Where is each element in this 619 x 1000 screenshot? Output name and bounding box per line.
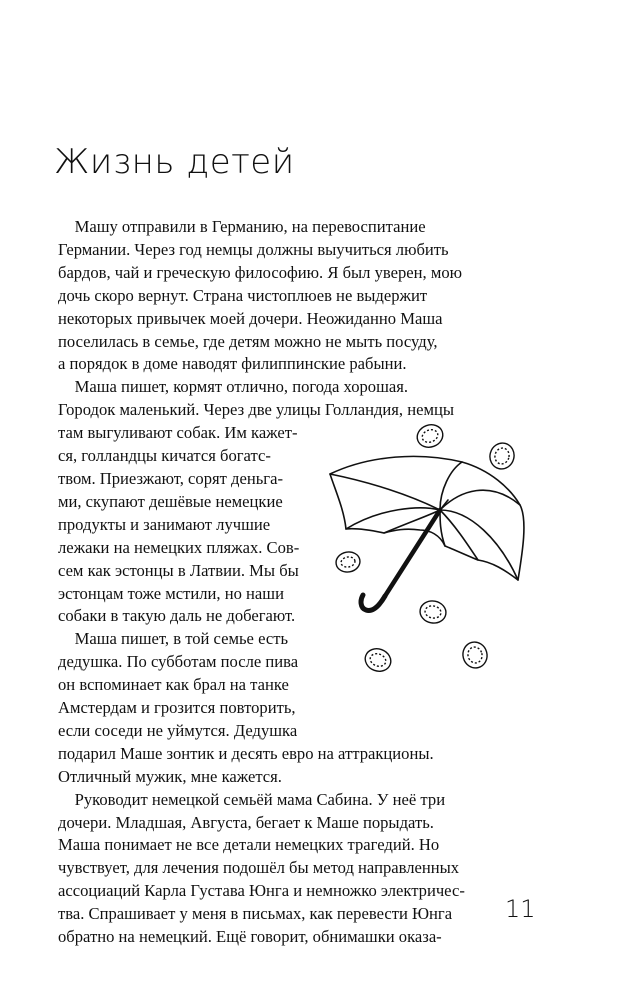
text-line: подарил Маше зонтик и десять евро на аттракционы.: [58, 743, 434, 763]
text-line: Маша пишет, кормят отлично, погода хорошая.: [58, 377, 409, 397]
page-number: 11: [505, 895, 536, 923]
coin-icon: [414, 421, 446, 451]
text-line: ассоциаций Карла Густава Юнга и немножко электричес-: [58, 881, 465, 901]
text-line: он вспоминает как брал на танке: [58, 675, 289, 695]
text-line: дедушка. По субботам после пива: [58, 652, 299, 672]
umbrella-rib: [440, 462, 462, 510]
text-line: дочери. Младшая, Августа, бегает к Маше порыдать.: [58, 812, 434, 832]
coin-icon: [418, 599, 447, 625]
text-line: дочь скоро вернут. Страна чистоплюев не выдержит: [58, 285, 428, 305]
text-line: чувствует, для лечения подошёл бы метод направленных: [58, 858, 460, 878]
text-line: собаки в такую даль не добегают.: [58, 606, 296, 626]
text-line: сем как эстонцы в Латвии. Мы бы: [58, 560, 299, 580]
text-line: Амстердам и грозится повторить,: [58, 698, 296, 718]
chapter-title: Жизнь детей: [54, 142, 295, 182]
umbrella-rib: [330, 474, 440, 510]
coin-icon: [460, 639, 490, 670]
text-line: если соседи не уймутся. Дедушка: [58, 720, 298, 740]
coin-icon: [487, 440, 517, 471]
umbrella-rib: [346, 508, 440, 529]
text-line: Машу отправили в Германию, на перевоспитание: [58, 217, 426, 236]
text-line: лежаки на немецких пляжах. Сов-: [58, 537, 300, 557]
text-line: Городок маленький. Через две улицы Голландия, немцы: [58, 400, 454, 420]
text-line: твом. Приезжают, сорят деньга-: [58, 468, 283, 488]
text-line: а порядок в доме наводят филиппинские рабыни.: [58, 354, 407, 374]
coin-icon: [334, 550, 361, 574]
umbrella-rib: [440, 490, 520, 510]
umbrella-handle: [361, 595, 385, 610]
umbrella-shaft: [385, 510, 440, 596]
text-line: поселилась в семье, где детям можно не мыть посуду,: [58, 331, 438, 351]
text-line: Германии. Через год немцы должны выучиться любить: [58, 239, 449, 259]
text-line: там выгуливают собак. Им кажет-: [58, 423, 298, 443]
text-line: Отличный мужик, мне кажется.: [58, 766, 282, 786]
text-line: обратно на немецкий. Ещё говорит, обнимашки оказа-: [58, 927, 442, 947]
text-line: тва. Спрашивает у меня в письмах, как перевести Юнга: [58, 904, 453, 924]
text-line: продукты и занимают лучшие: [58, 514, 271, 534]
text-line: некоторых привычек моей дочери. Неожиданно Маша: [58, 308, 443, 328]
text-line: Руководит немецкой семьёй мама Сабина. У неё три: [58, 789, 446, 809]
text-line: эстонцам тоже мстили, но наши: [58, 583, 284, 603]
text-line: ся, голландцы кичатся богатс-: [58, 446, 271, 466]
coin-icon: [362, 645, 394, 675]
text-line: ми, скупают дешёвые немецкие: [58, 491, 283, 511]
umbrella-rib: [440, 510, 518, 580]
text-line: бардов, чай и греческую философию. Я был уверен, мою: [58, 262, 463, 282]
text-line: Маша понимает не все детали немецких трагедий. Но: [58, 835, 440, 855]
text-line: Маша пишет, в той семье есть: [58, 629, 289, 649]
